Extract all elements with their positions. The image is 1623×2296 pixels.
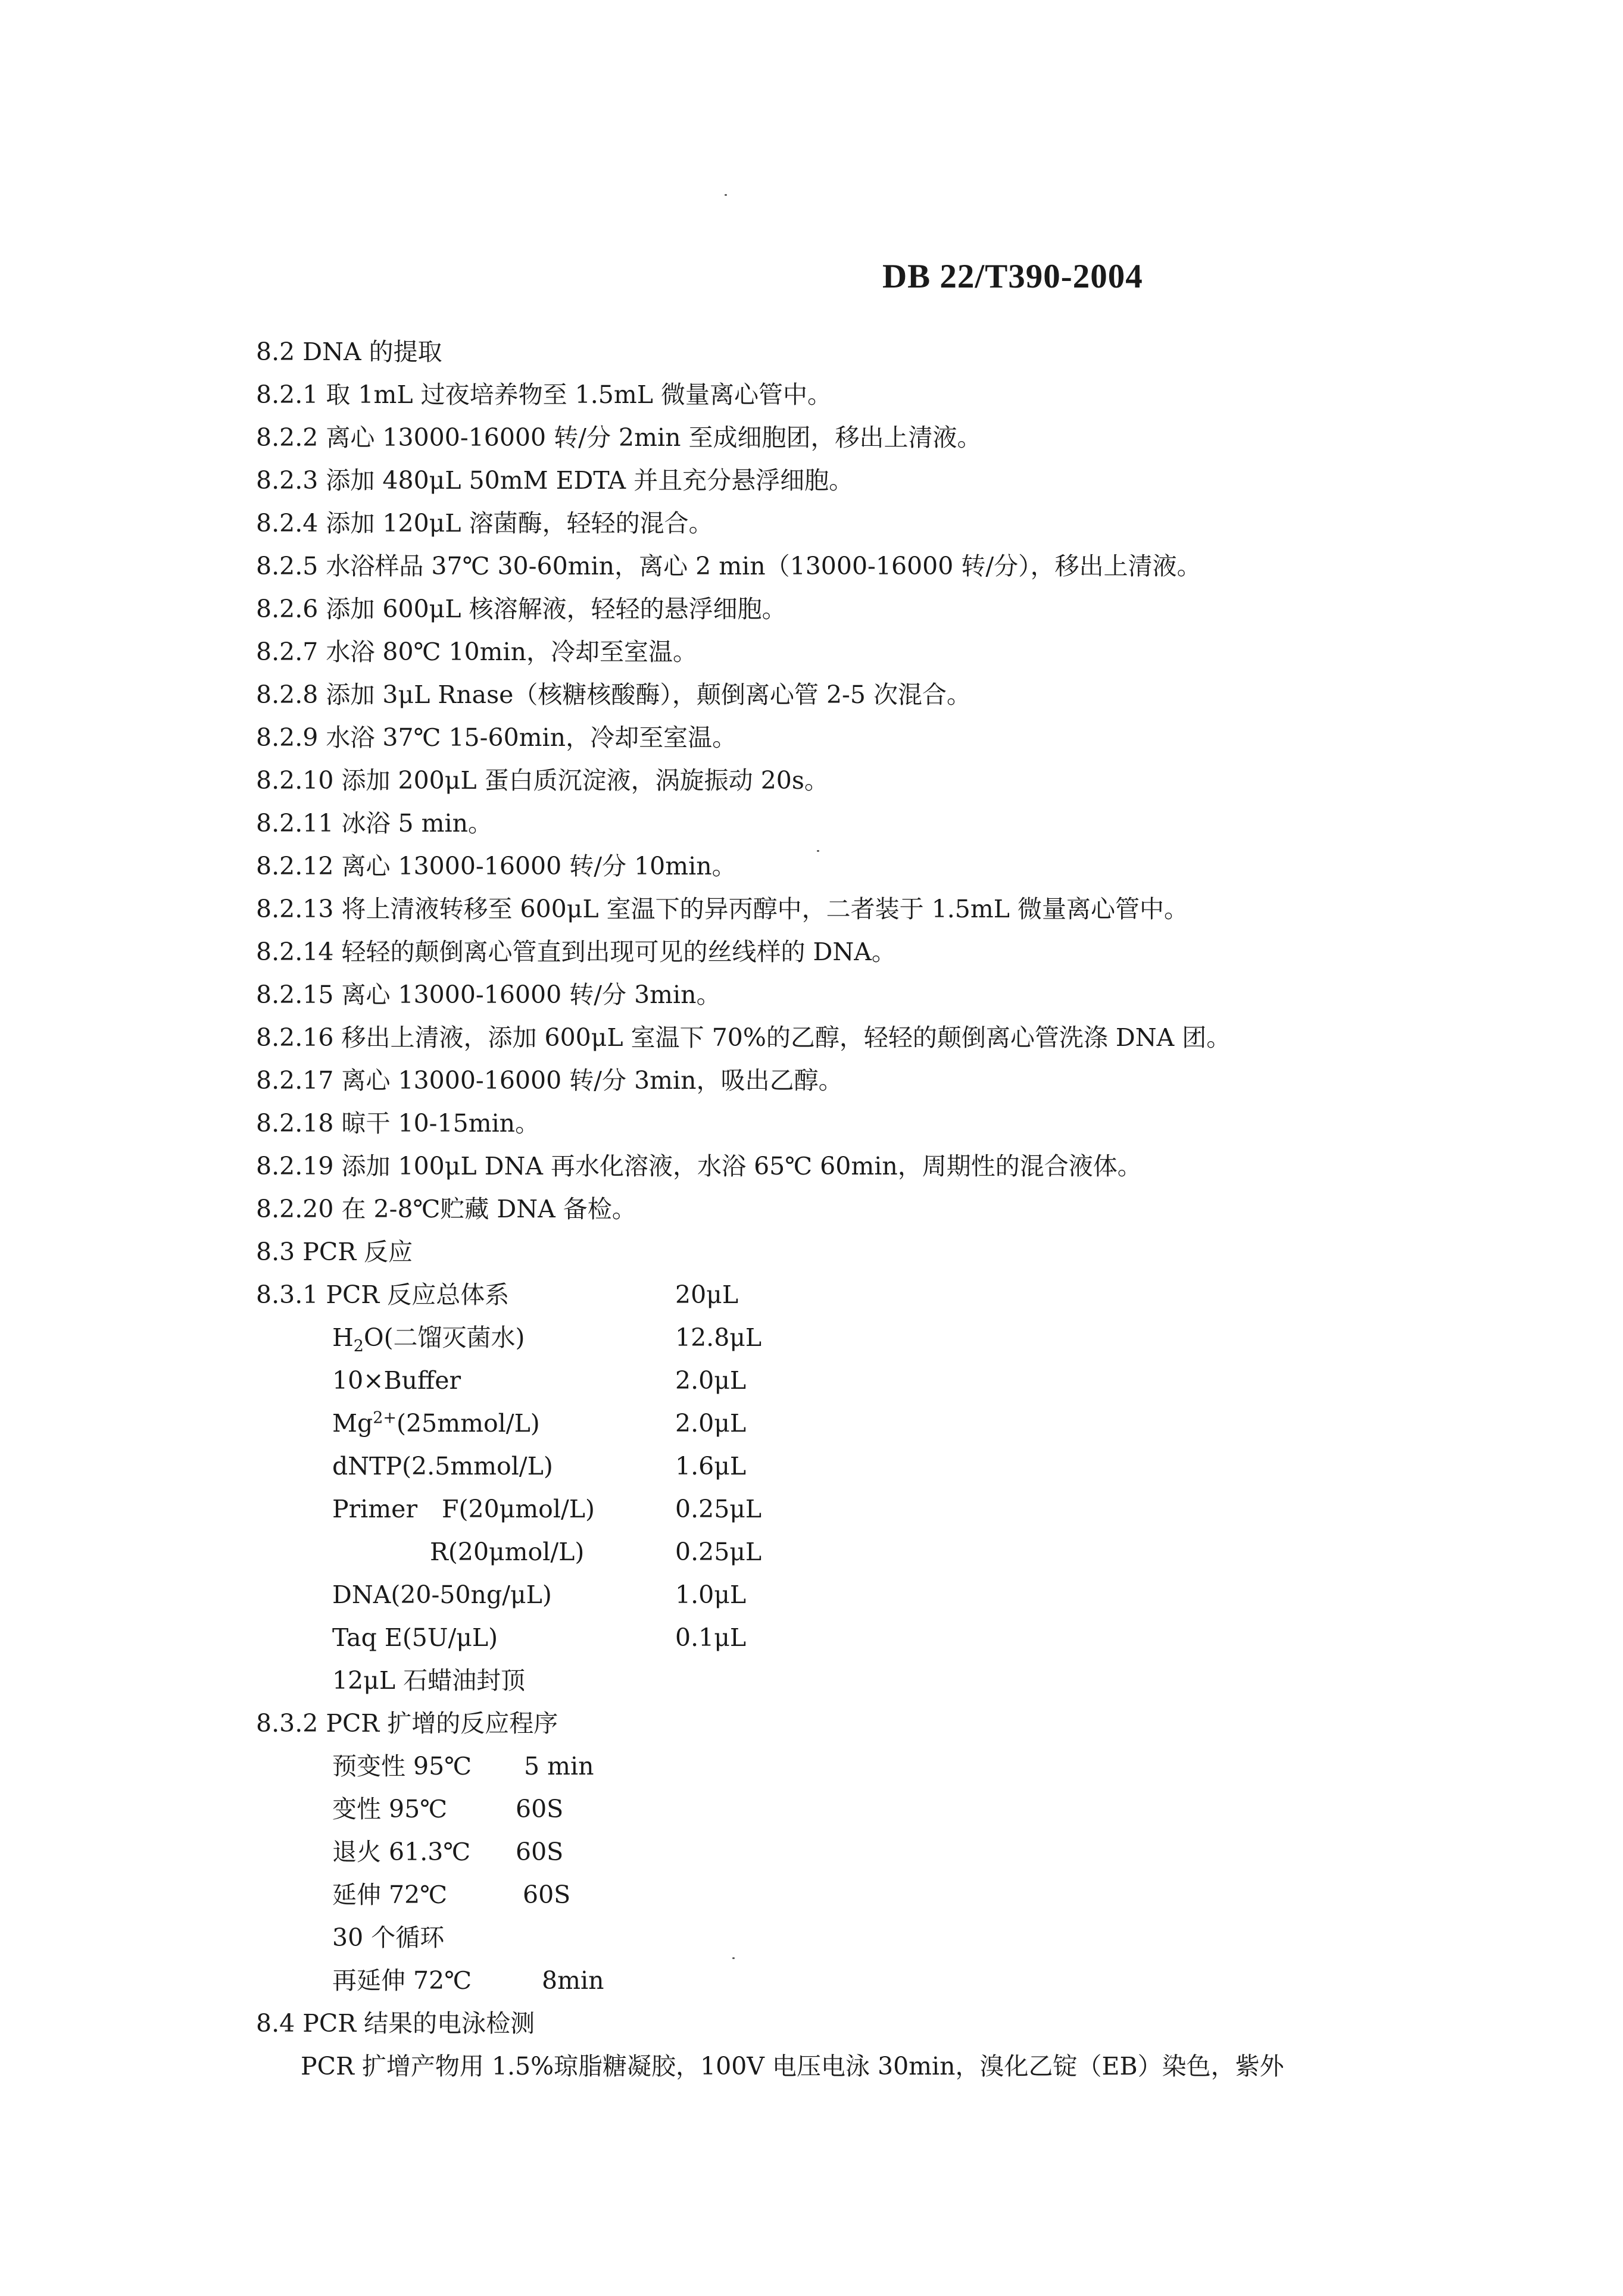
step-line xyxy=(256,1065,843,1096)
step-number: 8.2.17 xyxy=(256,1066,334,1095)
program-time: 5 min xyxy=(524,1752,594,1780)
document-code: DB 22/T390-2004 xyxy=(882,258,1143,295)
step-text: 添加 120μL 溶菌酶，轻轻的混合。 xyxy=(326,509,713,538)
section-title-8-3: 8.3 PCR 反应 xyxy=(256,1238,413,1266)
step-number: 8.2.3 xyxy=(256,466,319,495)
subsection-title-8-3-1: 8.3.1 PCR 反应总体系 xyxy=(256,1280,510,1309)
step-number: 8.2.9 xyxy=(256,723,319,752)
step-line xyxy=(256,979,721,1010)
step-line xyxy=(256,1194,636,1224)
step-text: 添加 3μL Rnase（核糖核酸酶），颠倒离心管 2-5 次混合。 xyxy=(326,680,972,709)
step-text: 移出上清液，添加 600μL 室温下 70%的乙醇，轻轻的颠倒离心管洗涤 DNA 团。 xyxy=(341,1023,1231,1052)
step-line xyxy=(256,894,1188,924)
reagent-name: 10×Buffer xyxy=(332,1366,461,1395)
reagent-name: Primer F(20μmol/L) xyxy=(332,1495,595,1523)
program-time: 8min xyxy=(542,1966,604,1995)
step-line xyxy=(256,679,971,710)
step-number: 8.2.7 xyxy=(256,638,319,666)
step-text: 在 2-8℃贮藏 DNA 备检。 xyxy=(341,1195,636,1223)
step-text: 将上清液转移至 600μL 室温下的异丙醇中，二者装于 1.5mL 微量离心管中。 xyxy=(341,895,1189,923)
step-number: 8.2.12 xyxy=(256,852,334,880)
program-step: 再延伸 72℃ xyxy=(332,1966,472,1995)
step-number: 8.2.20 xyxy=(256,1195,334,1223)
reagent-amount: 1.6μL xyxy=(675,1452,747,1480)
program-time: 60S xyxy=(516,1795,564,1823)
step-text: 添加 480μL 50mM EDTA 并且充分悬浮细胞。 xyxy=(326,466,854,495)
reagent-name: R(20μmol/L) xyxy=(430,1538,585,1566)
step-line xyxy=(256,1022,1231,1053)
step-number: 8.2.14 xyxy=(256,938,334,966)
step-number: 8.2.19 xyxy=(256,1152,334,1180)
step-text: 添加 600μL 核溶解液，轻轻的悬浮细胞。 xyxy=(326,595,786,623)
step-number: 8.2.13 xyxy=(256,895,334,923)
reagent-name: dNTP(2.5mmol/L) xyxy=(332,1452,553,1480)
step-text: 添加 200μL 蛋白质沉淀液，涡旋振动 20s。 xyxy=(341,766,829,795)
step-text: 冰浴 5 min。 xyxy=(341,809,493,838)
step-text: 水浴样品 37℃ 30-60min，离心 2 min（13000-16000 转/分），移出上清液。 xyxy=(326,552,1201,580)
reagent-amount: 0.1μL xyxy=(675,1623,747,1652)
step-number: 8.2.2 xyxy=(256,423,319,452)
scan-speck xyxy=(817,850,819,852)
reagent-name: $H_2O$(二馏灭菌水) xyxy=(332,1323,525,1356)
step-line xyxy=(256,765,829,796)
step-text: 离心 13000-16000 转/分 3min。 xyxy=(341,980,721,1009)
section-title-8-2: 8.2 DNA 的提取 xyxy=(256,338,442,366)
step-number: 8.2.11 xyxy=(256,809,334,838)
step-text: 晾干 10-15min。 xyxy=(341,1109,540,1138)
reagent-name: DNA(20-50ng/μL) xyxy=(332,1580,552,1609)
step-line xyxy=(256,808,492,839)
section-title-8-4: 8.4 PCR 结果的电泳检测 xyxy=(256,2009,535,2038)
program-step: 变性 95℃ xyxy=(332,1795,448,1823)
reagent-amount: 2.0μL xyxy=(675,1409,747,1438)
step-text: 离心 13000-16000 转/分 3min，吸出乙醇。 xyxy=(341,1066,843,1095)
step-number: 8.2.6 xyxy=(256,595,319,623)
scan-speck xyxy=(732,1957,735,1959)
step-line xyxy=(256,936,896,967)
step-text: 离心 13000-16000 转/分 10min。 xyxy=(341,852,736,880)
step-number: 8.2.8 xyxy=(256,680,319,709)
step-text: 轻轻的颠倒离心管直到出现可见的丝线样的 DNA。 xyxy=(341,938,896,966)
step-text: 取 1mL 过夜培养物至 1.5mL 微量离心管中。 xyxy=(326,380,832,409)
step-number: 8.2.10 xyxy=(256,766,334,795)
reagent-amount: 0.25μL xyxy=(675,1495,762,1523)
subsection-title-8-3-2: 8.3.2 PCR 扩增的反应程序 xyxy=(256,1709,558,1738)
program-time: 60S xyxy=(523,1880,571,1909)
program-step: 延伸 72℃ xyxy=(332,1880,448,1909)
reagent-amount: 12.8μL xyxy=(675,1323,762,1352)
step-text: 添加 100μL DNA 再水化溶液，水浴 65℃ 60min，周期性的混合液体。 xyxy=(341,1152,1142,1180)
step-text: 离心 13000-16000 转/分 2min 至成细胞团，移出上清液。 xyxy=(326,423,982,452)
step-text: 水浴 37℃ 15-60min，冷却至室温。 xyxy=(326,723,737,752)
program-time: 60S xyxy=(516,1838,564,1866)
step-line xyxy=(256,1151,1142,1182)
step-line xyxy=(256,593,786,624)
step-line xyxy=(256,551,1201,582)
reagent-name: Taq E(5U/μL) xyxy=(332,1623,498,1652)
step-line xyxy=(256,722,736,753)
reagent-name: $Mg^{2+}(25mmol/L)$ xyxy=(332,1408,540,1438)
step-line xyxy=(256,508,713,539)
reagent-amount: 0.25μL xyxy=(675,1538,762,1566)
step-line xyxy=(256,465,853,496)
electrophoresis-paragraph: PCR 扩增产物用 1.5%琼脂糖凝胶，100V 电压电泳 30min，溴化乙锭（EB）染色，紫外 xyxy=(301,2052,1284,2081)
paraffin-seal-note: 12μL 石蜡油封顶 xyxy=(332,1666,526,1695)
step-number: 8.2.16 xyxy=(256,1023,334,1052)
program-step: 30 个循环 xyxy=(332,1923,445,1952)
step-line xyxy=(256,1108,539,1139)
program-step: 退火 61.3℃ xyxy=(332,1838,471,1866)
program-step: 预变性 95℃ xyxy=(332,1752,472,1780)
step-number: 8.2.4 xyxy=(256,509,319,538)
step-line xyxy=(256,379,832,410)
reagent-amount: 1.0μL xyxy=(675,1580,747,1609)
scan-speck xyxy=(725,194,727,196)
step-number: 8.2.18 xyxy=(256,1109,334,1138)
step-line xyxy=(256,422,982,453)
reagent-amount: 2.0μL xyxy=(675,1366,747,1395)
step-line xyxy=(256,851,736,882)
step-line xyxy=(256,636,697,667)
total-volume: 20μL xyxy=(675,1280,739,1309)
step-text: 水浴 80℃ 10min，冷却至室温。 xyxy=(326,638,698,666)
step-number: 8.2.1 xyxy=(256,380,319,409)
step-number: 8.2.15 xyxy=(256,980,334,1009)
step-number: 8.2.5 xyxy=(256,552,319,580)
